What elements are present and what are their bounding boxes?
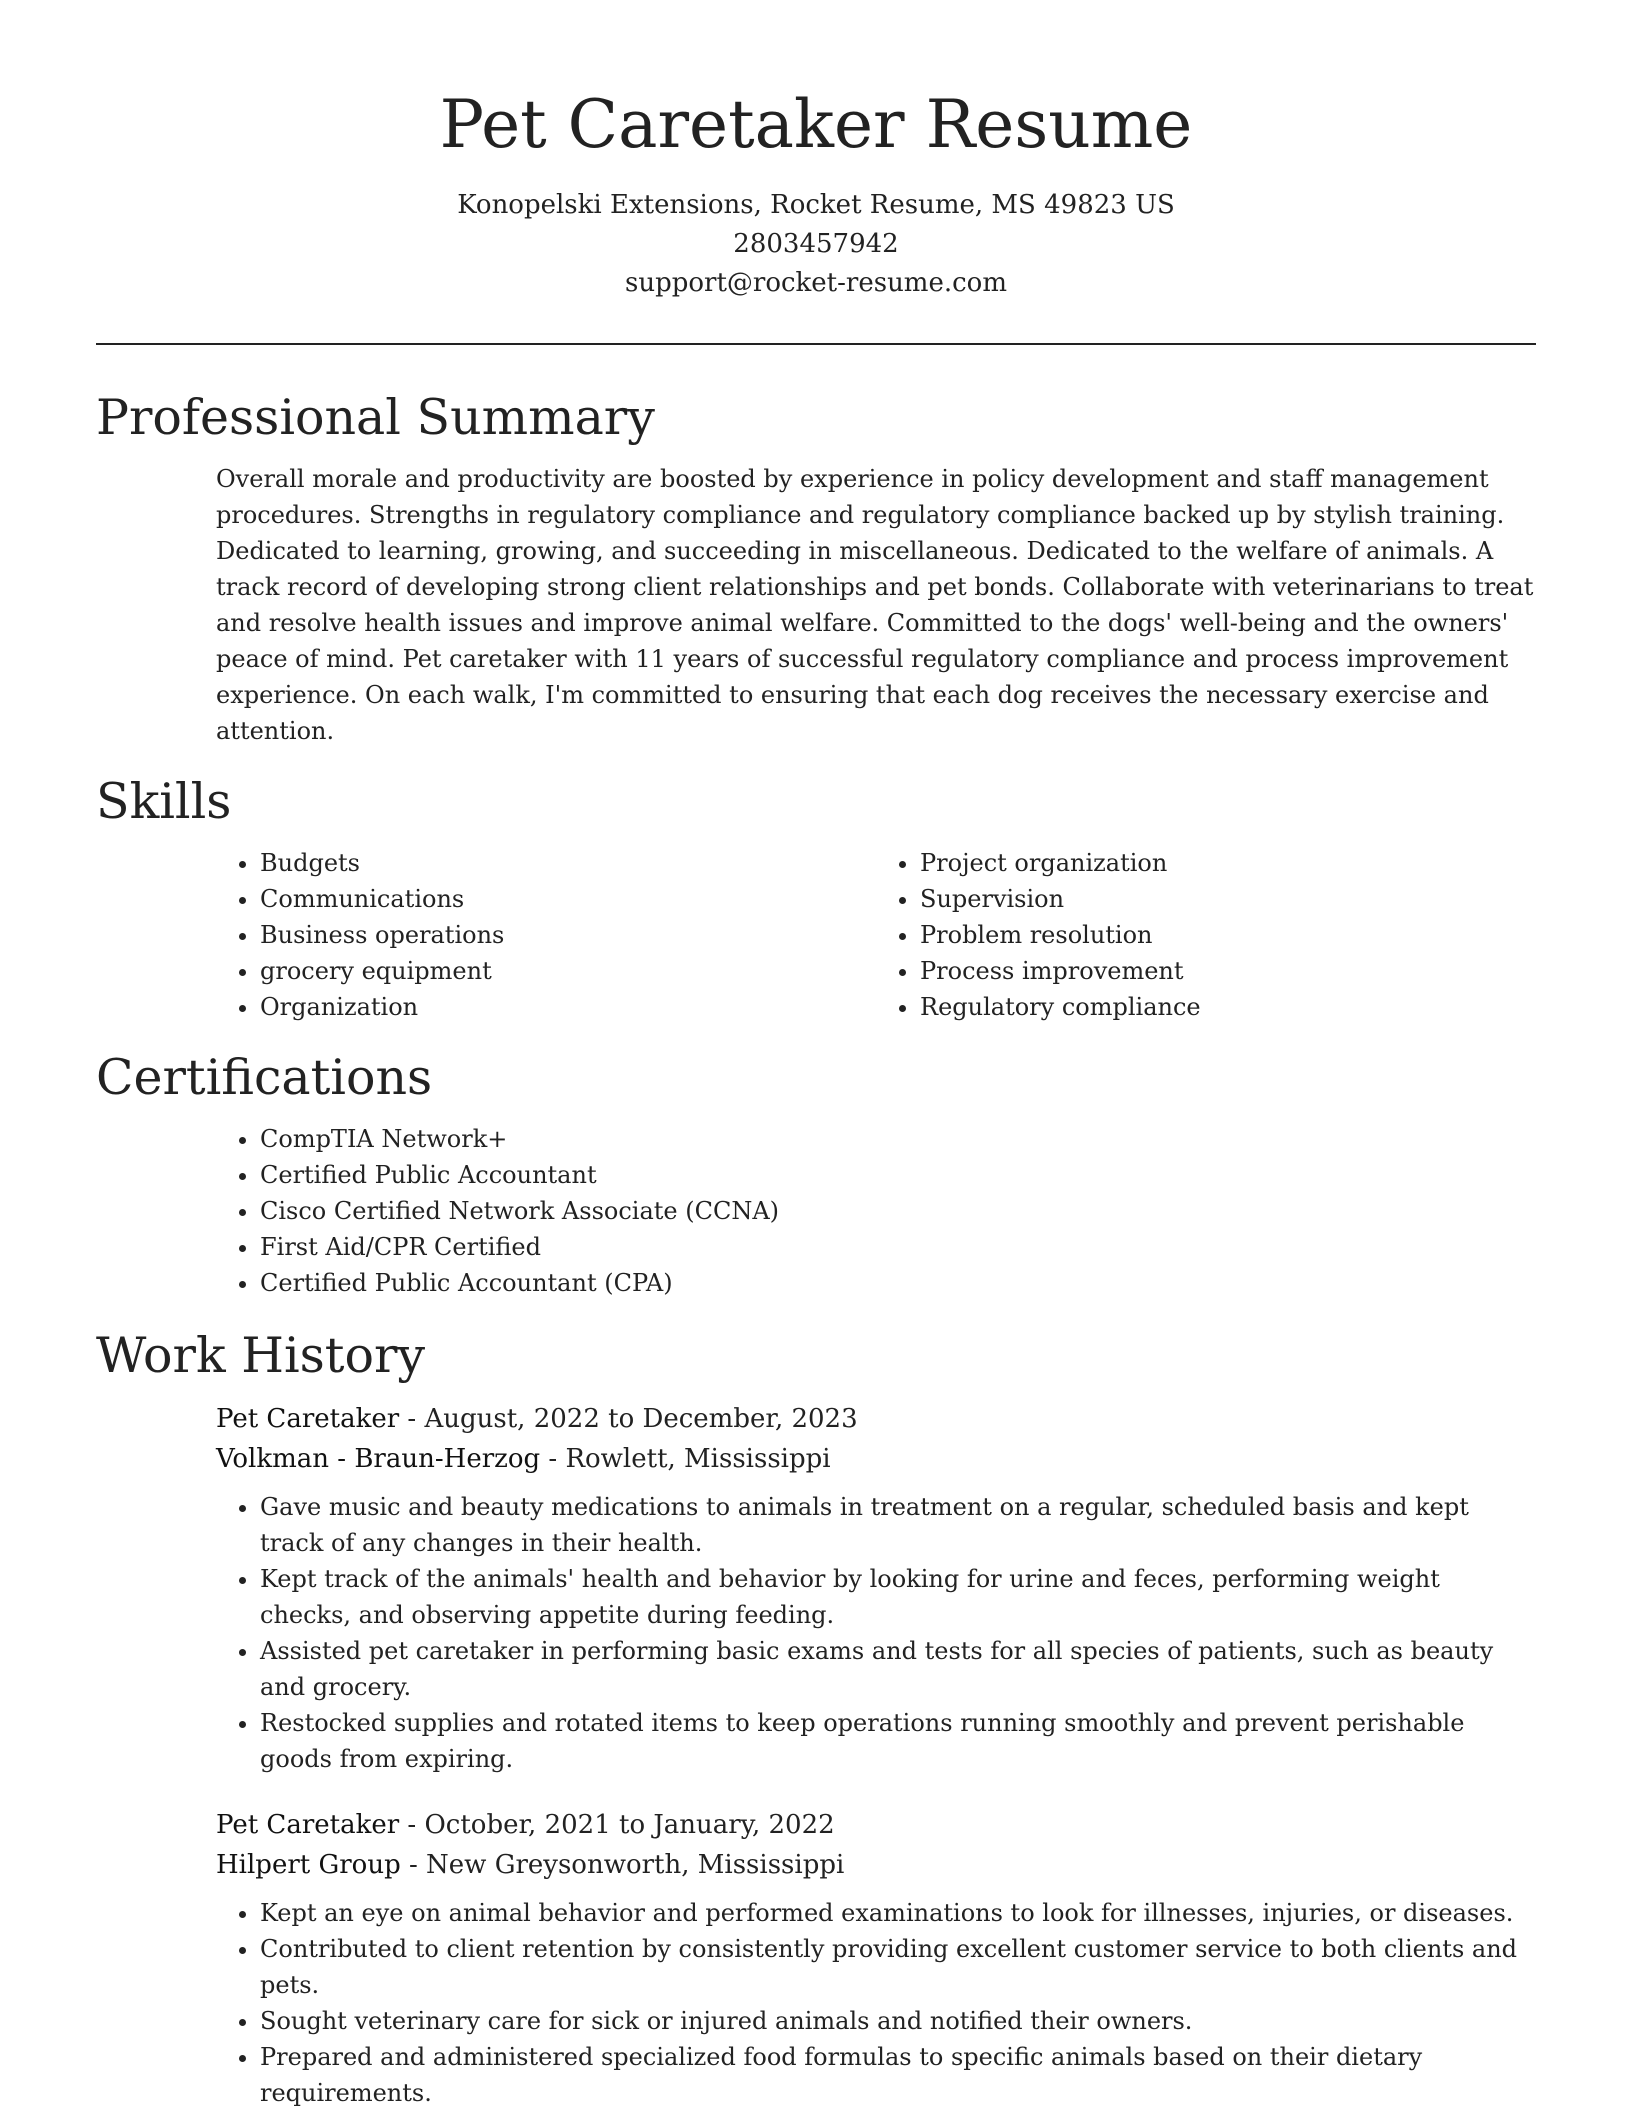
job-entry <box>96 1399 1536 1777</box>
resume-header <box>96 80 1536 303</box>
skill-item: • Organization <box>260 989 876 1025</box>
job-role: Pet Caretaker <box>216 1404 400 1434</box>
skill-item: • Communications <box>260 881 876 917</box>
job-dates: - August, 2022 to December, 2023 <box>399 1404 858 1434</box>
skill-item: • Business operations <box>260 917 876 953</box>
skill-item: • Regulatory compliance <box>920 989 1536 1025</box>
certifications-list <box>216 1121 1536 1301</box>
job-duty: • Kept an eye on animal behavior and performed examinations to look for illnesses, injuries, or diseases. <box>260 1895 1536 1931</box>
certification-item: • CompTIA Network+ <box>260 1121 1536 1157</box>
summary-text: Overall morale and productivity are boosted by experience in policy development and staff management procedures. Strengths in regulatory compliance and regulatory compliance backed up by stylish training. Dedicated to learning, growing, and succeeding in miscellaneous. Dedicated to the welfare of animals. A track record of developing strong client relationships and pet bonds. Collaborate with veterinarians to treat and resolve health issues and improve animal welfare. Committed to the dogs' well-being and the owners' peace of mind. Pet caretaker with 11 years of successful regulatory compliance and process improvement experience. On each walk, I'm committed to ensuring that each dog receives the necessary exercise and attention. <box>216 465 1534 745</box>
certification-item: • Certified Public Accountant <box>260 1157 1536 1193</box>
job-duty: • Gave music and beauty medications to animals in treatment on a regular, scheduled basis and kept track of any changes in their health. <box>260 1489 1536 1561</box>
skill-item: • Process improvement <box>920 953 1536 989</box>
skill-item: • Budgets <box>260 845 876 881</box>
job-duty: • Restocked supplies and rotated items to keep operations running smoothly and prevent perishable goods from expiring. <box>260 1705 1536 1777</box>
job-entry <box>96 1805 1536 2111</box>
job-company-line <box>216 1439 1536 1479</box>
skill-item: • grocery equipment <box>260 953 876 989</box>
job-duty: • Contributed to client retention by consistently providing excellent customer service to both clients and pets. <box>260 1931 1536 2003</box>
certification-item: • First Aid/CPR Certified <box>260 1229 1536 1265</box>
job-duty: • Sought veterinary care for sick or injured animals and notified their owners. <box>260 2003 1536 2039</box>
contact-address: Konopelski Extensions, Rocket Resume, MS 49823 US <box>457 190 1175 220</box>
job-title-line <box>216 1399 1536 1439</box>
resume-title: Pet Caretaker Resume <box>439 86 1193 163</box>
job-company-line <box>216 1845 1536 1885</box>
header-divider <box>96 343 1536 345</box>
job-company: Hilpert Group <box>216 1850 401 1880</box>
job-title-line <box>216 1805 1536 1845</box>
certification-item: • Certified Public Accountant (CPA) <box>260 1265 1536 1301</box>
skills-heading: Skills <box>96 773 232 830</box>
certifications-section <box>96 1047 1536 1301</box>
work-history-heading: Work History <box>96 1327 426 1384</box>
job-duties-list <box>216 1895 1536 2111</box>
contact-email: support@rocket-resume.com <box>624 268 1007 298</box>
job-location: - Rowlett, Mississippi <box>540 1444 831 1474</box>
job-location: - New Greysonworth, Mississippi <box>400 1850 845 1880</box>
skills-list-left <box>216 845 876 1025</box>
job-duty: • Kept track of the animals' health and behavior by looking for urine and feces, performing weight checks, and observing appetite during feeding. <box>260 1561 1536 1633</box>
skills-list-right <box>876 845 1536 1025</box>
skill-item: • Project organization <box>920 845 1536 881</box>
skill-item: • Supervision <box>920 881 1536 917</box>
summary-heading: Professional Summary <box>96 389 655 446</box>
skill-item: • Problem resolution <box>920 917 1536 953</box>
summary-section <box>96 387 1536 749</box>
job-role: Pet Caretaker <box>216 1810 400 1840</box>
job-company: Volkman - Braun-Herzog <box>216 1444 541 1474</box>
job-duty: • Prepared and administered specialized food formulas to specific animals based on their dietary requirements. <box>260 2039 1536 2111</box>
certification-item: • Cisco Certified Network Associate (CCNA) <box>260 1193 1536 1229</box>
skills-section <box>96 771 1536 1025</box>
job-duties-list <box>216 1489 1536 1777</box>
certifications-heading: Certifications <box>96 1049 433 1106</box>
job-dates: - October, 2021 to January, 2022 <box>399 1810 835 1840</box>
contact-phone: 2803457942 <box>733 229 899 259</box>
work-history-section <box>96 1325 1536 2111</box>
job-duty: • Assisted pet caretaker in performing basic exams and tests for all species of patients, such as beauty and grocery. <box>260 1633 1536 1705</box>
